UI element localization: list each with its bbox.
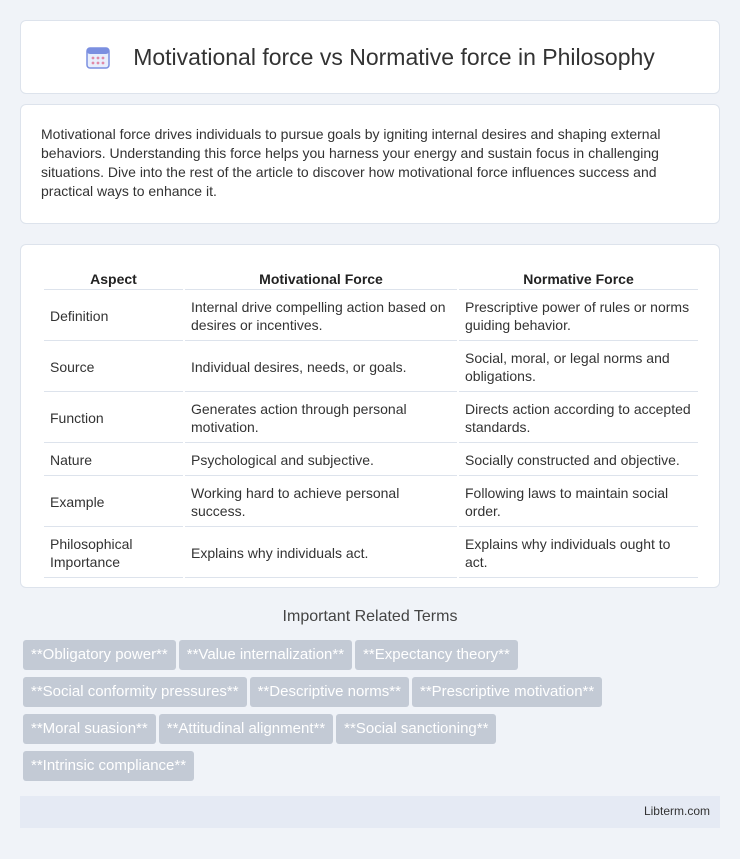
term-tag[interactable]: **Obligatory power** bbox=[23, 640, 176, 670]
table-cell: Working hard to achieve personal success. bbox=[185, 478, 457, 527]
table-cell: Socially constructed and objective. bbox=[459, 445, 698, 476]
term-tag[interactable]: **Moral suasion** bbox=[23, 714, 156, 744]
related-terms-list bbox=[23, 640, 723, 788]
table-cell: Example bbox=[44, 478, 183, 527]
table-cell: Internal drive compelling action based on desires or incentives. bbox=[185, 292, 457, 341]
term-tag[interactable]: **Attitudinal alignment** bbox=[159, 714, 333, 744]
table-row bbox=[44, 394, 698, 443]
table-cell: Psychological and subjective. bbox=[185, 445, 457, 476]
term-tag[interactable]: **Expectancy theory** bbox=[355, 640, 518, 670]
table-cell: Nature bbox=[44, 445, 183, 476]
table-cell: Prescriptive power of rules or norms guiding behavior. bbox=[459, 292, 698, 341]
table-header-row bbox=[44, 267, 698, 290]
page-title: Motivational force vs Normative force in Philosophy bbox=[133, 43, 655, 70]
table-cell: Social, moral, or legal norms and obligations. bbox=[459, 343, 698, 392]
term-tag[interactable]: **Intrinsic compliance** bbox=[23, 751, 194, 781]
term-tag[interactable]: **Social sanctioning** bbox=[336, 714, 496, 744]
table-row bbox=[44, 343, 698, 392]
term-tag[interactable]: **Social conformity pressures** bbox=[23, 677, 247, 707]
table-cell: Definition bbox=[44, 292, 183, 341]
table-cell: Source bbox=[44, 343, 183, 392]
table-row bbox=[44, 478, 698, 527]
footer-site-link[interactable]: Libterm.com bbox=[643, 804, 710, 818]
column-header: Normative Force bbox=[459, 267, 698, 290]
intro-card bbox=[20, 104, 720, 224]
header-card bbox=[20, 20, 720, 94]
column-header: Motivational Force bbox=[185, 267, 457, 290]
column-header: Aspect bbox=[44, 267, 183, 290]
term-tag[interactable]: **Descriptive norms** bbox=[250, 677, 409, 707]
table-cell: Explains why individuals ought to act. bbox=[459, 529, 698, 578]
calendar-icon bbox=[85, 44, 111, 70]
footer bbox=[20, 796, 720, 828]
table-row bbox=[44, 292, 698, 341]
table-row bbox=[44, 445, 698, 476]
related-terms-title: Important Related Terms bbox=[282, 608, 458, 625]
comparison-table bbox=[42, 265, 700, 580]
table-row bbox=[44, 529, 698, 578]
table-cell: Following laws to maintain social order. bbox=[459, 478, 698, 527]
intro-text: Motivational force drives individuals to pursue goals by igniting internal desires and shaping external behaviors. Understanding this force helps you harness your energy and sustain focus in challenging situations. Dive into the rest of the article to discover how motivational force influences success and practical ways to enhance it. bbox=[41, 126, 661, 199]
table-cell: Explains why individuals act. bbox=[185, 529, 457, 578]
comparison-table-card bbox=[20, 244, 720, 588]
term-tag[interactable]: **Prescriptive motivation** bbox=[412, 677, 602, 707]
table-cell: Philosophical Importance bbox=[44, 529, 183, 578]
table-cell: Directs action according to accepted standards. bbox=[459, 394, 698, 443]
table-cell: Generates action through personal motivation. bbox=[185, 394, 457, 443]
table-cell: Individual desires, needs, or goals. bbox=[185, 343, 457, 392]
table-cell: Function bbox=[44, 394, 183, 443]
term-tag[interactable]: **Value internalization** bbox=[179, 640, 352, 670]
